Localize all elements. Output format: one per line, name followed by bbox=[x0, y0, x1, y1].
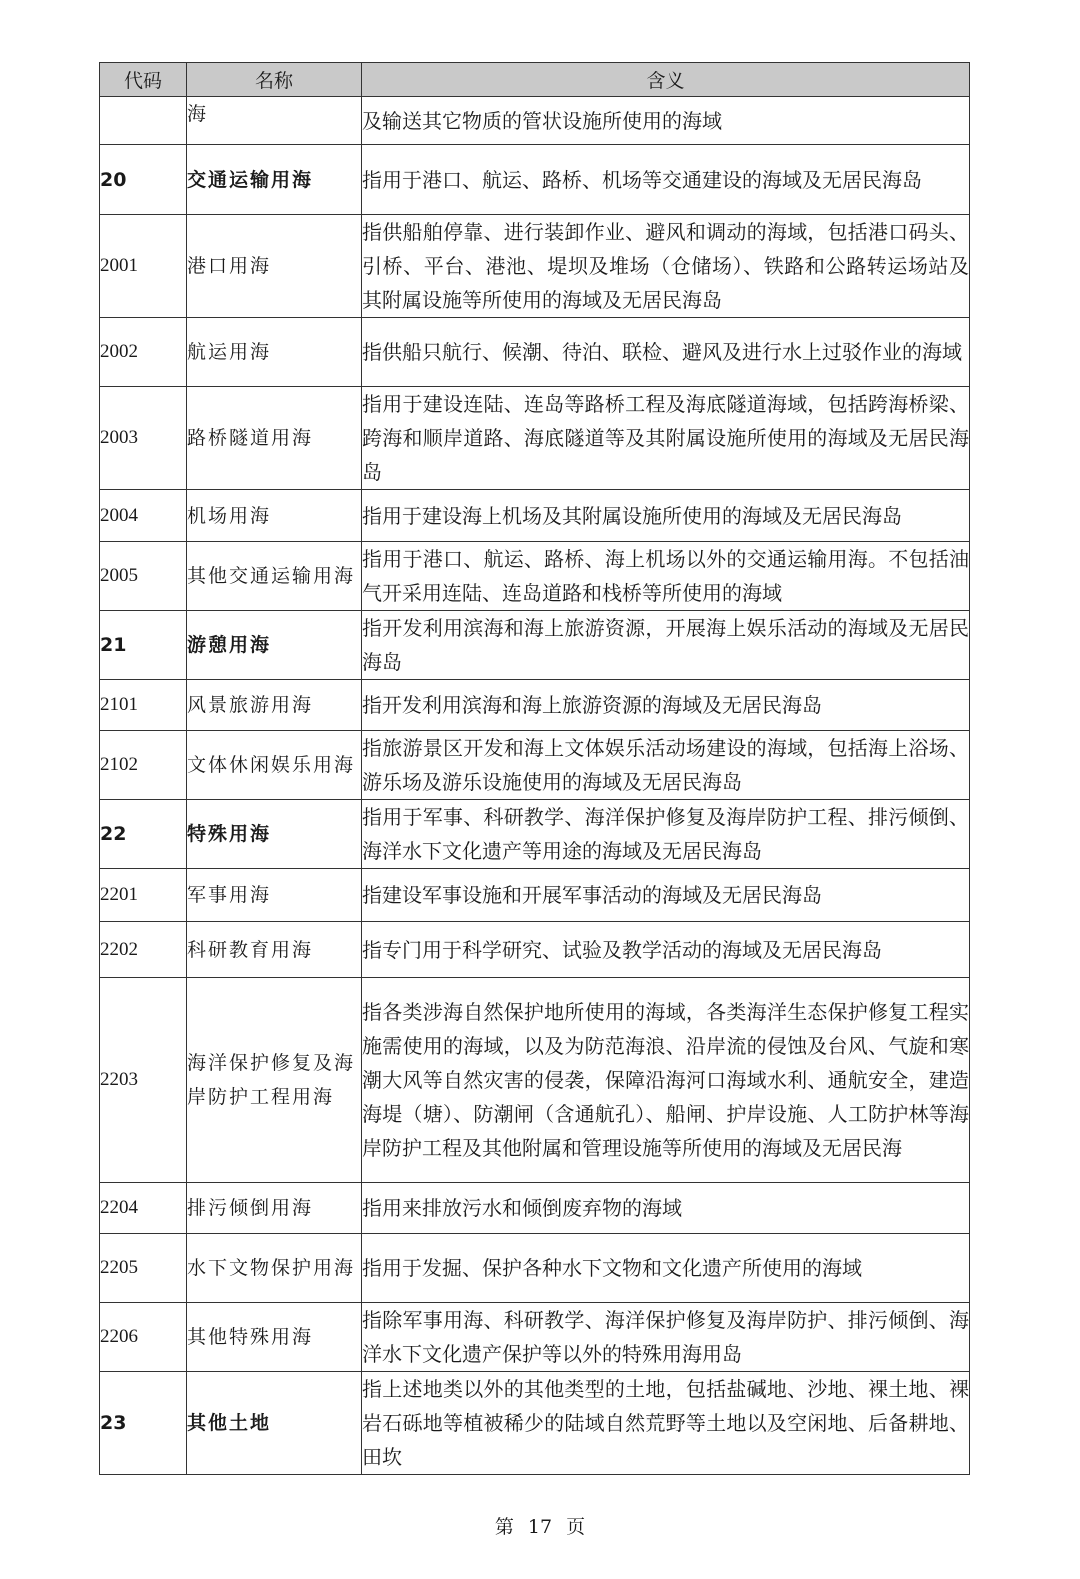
cell-code: 2004 bbox=[100, 490, 187, 542]
cell-meaning: 指供船舶停靠、进行装卸作业、避风和调动的海域，包括港口码头、引桥、平台、港池、堤坝及堆场（仓储场）、铁路和公路转运场站及其附属设施等所使用的海域及无居民海岛 bbox=[362, 215, 970, 318]
table-row bbox=[100, 490, 970, 542]
page-number-suffix: 页 bbox=[566, 1516, 586, 1538]
cell-meaning: 指用来排放污水和倾倒废弃物的海域 bbox=[362, 1183, 970, 1234]
table-row bbox=[100, 1183, 970, 1234]
cell-meaning: 指各类涉海自然保护地所使用的海域，各类海洋生态保护修复工程实施需使用的海域，以及为防范海浪、沿岸流的侵蚀及台风、气旋和寒潮大风等自然灾害的侵袭，保障沿海河口海域水利、通航安全，建造海堤（塘）、防潮闸（含通航孔）、船闸、护岸设施、人工防护林等海岸防护工程及其他附属和管理设施等所使用的海域及无居民海 bbox=[362, 978, 970, 1183]
cell-meaning: 指专门用于科学研究、试验及教学活动的海域及无居民海岛 bbox=[362, 922, 970, 978]
table-row bbox=[100, 922, 970, 978]
cell-meaning: 指旅游景区开发和海上文体娱乐活动场建设的海域，包括海上浴场、游乐场及游乐设施使用的海域及无居民海岛 bbox=[362, 731, 970, 800]
cell-name: 其他土地 bbox=[187, 1372, 362, 1475]
cell-name: 海洋保护修复及海岸防护工程用海 bbox=[187, 978, 362, 1183]
cell-name: 水下文物保护用海 bbox=[187, 1234, 362, 1303]
cell-name: 路桥隧道用海 bbox=[187, 387, 362, 490]
header-name: 名称 bbox=[187, 63, 362, 97]
table-body bbox=[100, 97, 970, 1475]
cell-meaning: 指用于建设海上机场及其附属设施所使用的海域及无居民海岛 bbox=[362, 490, 970, 542]
cell-code: 2005 bbox=[100, 542, 187, 611]
cell-code: 23 bbox=[100, 1372, 187, 1475]
table-row bbox=[100, 978, 970, 1183]
cell-name: 排污倾倒用海 bbox=[187, 1183, 362, 1234]
page-footer bbox=[0, 1512, 1080, 1539]
cell-name: 航运用海 bbox=[187, 318, 362, 387]
cell-name: 机场用海 bbox=[187, 490, 362, 542]
table-row bbox=[100, 680, 970, 731]
cell-code: 2001 bbox=[100, 215, 187, 318]
cell-meaning: 指用于军事、科研教学、海洋保护修复及海岸防护工程、排污倾倒、海洋水下文化遗产等用途的海域及无居民海岛 bbox=[362, 800, 970, 869]
page-number: 17 bbox=[527, 1516, 553, 1538]
cell-name: 科研教育用海 bbox=[187, 922, 362, 978]
header-code: 代码 bbox=[100, 63, 187, 97]
cell-meaning: 指供船只航行、候潮、待泊、联检、避风及进行水上过驳作业的海域 bbox=[362, 318, 970, 387]
cell-code: 2203 bbox=[100, 978, 187, 1183]
cell-code: 2202 bbox=[100, 922, 187, 978]
cell-code: 2204 bbox=[100, 1183, 187, 1234]
cell-code: 2206 bbox=[100, 1303, 187, 1372]
table-row bbox=[100, 145, 970, 215]
cell-code bbox=[100, 97, 187, 145]
cell-meaning: 指开发利用滨海和海上旅游资源的海域及无居民海岛 bbox=[362, 680, 970, 731]
cell-name: 其他特殊用海 bbox=[187, 1303, 362, 1372]
cell-name: 风景旅游用海 bbox=[187, 680, 362, 731]
cell-name: 特殊用海 bbox=[187, 800, 362, 869]
cell-code: 2201 bbox=[100, 869, 187, 922]
table-row bbox=[100, 800, 970, 869]
cell-code: 2002 bbox=[100, 318, 187, 387]
cell-name: 海 bbox=[187, 97, 362, 145]
table-row bbox=[100, 215, 970, 318]
cell-meaning: 及输送其它物质的管状设施所使用的海域 bbox=[362, 97, 970, 145]
cell-code: 21 bbox=[100, 611, 187, 680]
cell-code: 2102 bbox=[100, 731, 187, 800]
header-meaning: 含义 bbox=[362, 63, 970, 97]
cell-meaning: 指用于发掘、保护各种水下文物和文化遗产所使用的海域 bbox=[362, 1234, 970, 1303]
cell-meaning: 指建设军事设施和开展军事活动的海域及无居民海岛 bbox=[362, 869, 970, 922]
cell-name: 港口用海 bbox=[187, 215, 362, 318]
cell-meaning: 指开发利用滨海和海上旅游资源，开展海上娱乐活动的海域及无居民海岛 bbox=[362, 611, 970, 680]
table-row bbox=[100, 542, 970, 611]
table-row bbox=[100, 318, 970, 387]
page-number-prefix: 第 bbox=[494, 1516, 514, 1538]
table-row bbox=[100, 97, 970, 145]
cell-meaning: 指用于建设连陆、连岛等路桥工程及海底隧道海域，包括跨海桥梁、跨海和顺岸道路、海底隧道等及其附属设施所使用的海域及无居民海岛 bbox=[362, 387, 970, 490]
table-row bbox=[100, 1372, 970, 1475]
cell-code: 2205 bbox=[100, 1234, 187, 1303]
table-row bbox=[100, 731, 970, 800]
table-row bbox=[100, 387, 970, 490]
cell-meaning: 指除军事用海、科研教学、海洋保护修复及海岸防护、排污倾倒、海洋水下文化遗产保护等以外的特殊用海用岛 bbox=[362, 1303, 970, 1372]
cell-meaning: 指用于港口、航运、路桥、海上机场以外的交通运输用海。不包括油气开采用连陆、连岛道路和栈桥等所使用的海域 bbox=[362, 542, 970, 611]
cell-code: 2101 bbox=[100, 680, 187, 731]
cell-code: 2003 bbox=[100, 387, 187, 490]
cell-name: 其他交通运输用海 bbox=[187, 542, 362, 611]
table-header-row bbox=[100, 63, 970, 97]
cell-meaning: 指用于港口、航运、路桥、机场等交通建设的海域及无居民海岛 bbox=[362, 145, 970, 215]
cell-code: 22 bbox=[100, 800, 187, 869]
cell-code: 20 bbox=[100, 145, 187, 215]
cell-name: 军事用海 bbox=[187, 869, 362, 922]
cell-name: 交通运输用海 bbox=[187, 145, 362, 215]
table-row bbox=[100, 611, 970, 680]
land-use-code-table bbox=[99, 62, 970, 1475]
table-row bbox=[100, 1234, 970, 1303]
table-row bbox=[100, 1303, 970, 1372]
cell-name: 文体休闲娱乐用海 bbox=[187, 731, 362, 800]
table-row bbox=[100, 869, 970, 922]
cell-meaning: 指上述地类以外的其他类型的土地，包括盐碱地、沙地、裸土地、裸岩石砾地等植被稀少的陆域自然荒野等土地以及空闲地、后备耕地、田坎 bbox=[362, 1372, 970, 1475]
cell-name: 游憩用海 bbox=[187, 611, 362, 680]
